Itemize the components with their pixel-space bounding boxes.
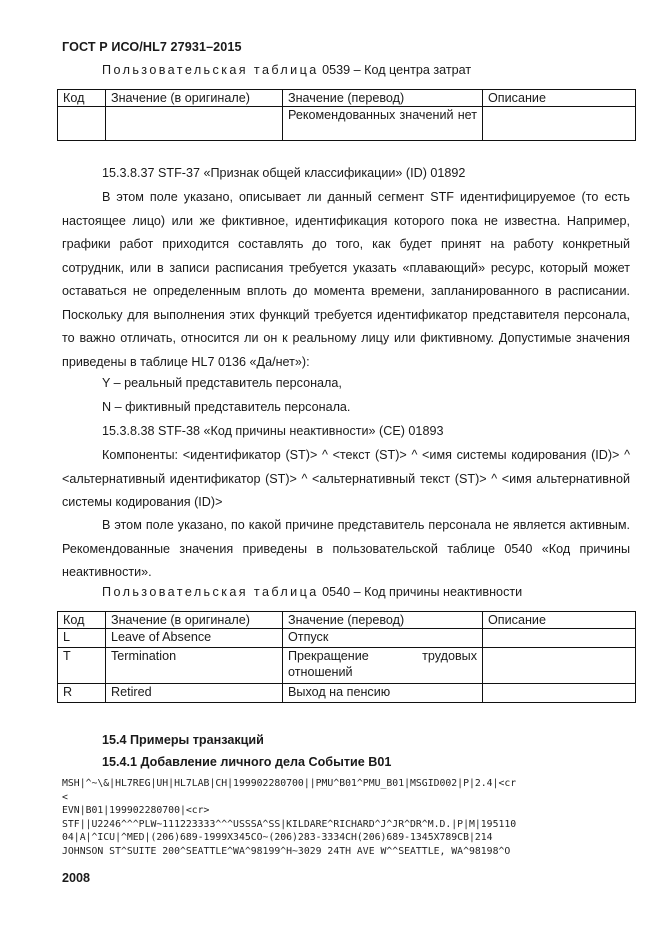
table-cell: Отпуск bbox=[283, 629, 483, 648]
table-cell bbox=[483, 107, 636, 141]
table-cell bbox=[106, 107, 283, 141]
table-row bbox=[58, 107, 636, 141]
list-item-y: Y – реальный представитель персонала, bbox=[102, 376, 342, 390]
hl7-message-code bbox=[62, 777, 516, 859]
table-header-row bbox=[58, 612, 636, 629]
table-row bbox=[58, 648, 636, 684]
paragraph-text: В этом поле указано, по какой причине представитель персонала не является активным. Рекомендованные значения приведены в пользовательской таблице 0540 «Код причины неактивности». bbox=[62, 518, 630, 579]
column-header: Код bbox=[58, 612, 106, 629]
paragraph-stf37 bbox=[62, 186, 630, 374]
code-line: 04|A|^ICU|^MED|(206)689-1999X345CO~(206)283-3334CH(206)689-1345X789CB|214 bbox=[62, 832, 493, 844]
table-cell bbox=[483, 684, 636, 703]
table-caption-rest: 0539 – Код центра затрат bbox=[322, 63, 472, 77]
subsection-heading-b01: 15.4.1 Добавление личного дела Событие B01 bbox=[102, 755, 392, 769]
page-number: 2008 bbox=[62, 871, 91, 885]
section-heading-examples: 15.4 Примеры транзакций bbox=[102, 733, 264, 747]
column-header: Значение (в оригинале) bbox=[106, 612, 283, 629]
column-header: Код bbox=[58, 90, 106, 107]
column-header: Описание bbox=[483, 612, 636, 629]
paragraph-components bbox=[62, 444, 630, 515]
table-cell: Рекомендованных значений нет bbox=[283, 107, 483, 141]
table-cell bbox=[483, 629, 636, 648]
table-0540 bbox=[57, 611, 636, 703]
table-cell: Выход на пенсию bbox=[283, 684, 483, 703]
code-line: STF||U2246^^^PLW~111223333^^^USSSA^SS|KILDARE^RICHARD^J^JR^DR^M.D.|P|M|195110 bbox=[62, 818, 517, 830]
column-header: Значение (перевод) bbox=[283, 612, 483, 629]
table-cell: Прекращение трудовых отношений bbox=[283, 648, 483, 684]
document-header: ГОСТ Р ИСО/HL7 27931–2015 bbox=[62, 40, 242, 54]
table-cell bbox=[483, 648, 636, 684]
table-cell: L bbox=[58, 629, 106, 648]
code-line: MSH|^~\&|HL7REG|UH|HL7LAB|CH|199902280700||PMU^B01^PMU_B01|MSGID002|P|2.4|<cr bbox=[62, 778, 517, 789]
table-caption-rest: 0540 – Код причины неактивности bbox=[322, 585, 523, 599]
paragraph-stf38 bbox=[62, 514, 630, 585]
table-cell: T bbox=[58, 648, 106, 684]
table-row bbox=[58, 629, 636, 648]
column-header: Значение (в оригинале) bbox=[106, 90, 283, 107]
table-caption-0539 bbox=[102, 63, 471, 77]
paragraph-text: Компоненты: <идентификатор (ST)> ^ <текст (ST)> ^ <имя системы кодирования (ID)> ^ <альтернативный идентификатор (ST)> ^ <альтернативный текст (ST)> ^ <имя альтернативной системы кодирования (ID)> bbox=[62, 448, 630, 509]
code-line: JOHNSON ST^SUITE 200^SEATTLE^WA^98199^H~3029 24TH AVE W^^SEATTLE, WA^98198^O bbox=[62, 845, 511, 857]
column-header: Описание bbox=[483, 90, 636, 107]
table-cell: R bbox=[58, 684, 106, 703]
table-cell: Leave of Absence bbox=[106, 629, 283, 648]
section-heading-stf38: 15.3.8.38 STF-38 «Код причины неактивности» (CE) 01893 bbox=[102, 424, 444, 438]
table-caption-0540 bbox=[102, 585, 522, 599]
table-row bbox=[58, 684, 636, 703]
paragraph-text: В этом поле указано, описывает ли данный сегмент STF идентифицируемое (то есть настоящее лицо) или же фиктивное, идентификация которого пока не известна. Например, графики работ приходится составлять до того, как будет принят на работу конкретный сотрудник, или в записи расписания требуется указать «плавающий» ресурс, который может оставаться не определенным вплоть до момента времени, запланированного в расписании. Поскольку для выполнения этих функций требуется идентификатор представителя персонала, то важно отличать, относится ли он к реальному лицу или фиктивному. Допустимые значения приведены в таблице HL7 0136 «Да/нет»): bbox=[62, 190, 630, 369]
table-header-row bbox=[58, 90, 636, 107]
section-heading-stf37: 15.3.8.37 STF-37 «Признак общей классификации» (ID) 01892 bbox=[102, 166, 466, 180]
code-line: EVN|B01|199902280700|<cr> bbox=[62, 805, 210, 817]
code-line: < bbox=[62, 791, 68, 803]
table-cell: Termination bbox=[106, 648, 283, 684]
table-caption-word: Пользовательская таблица bbox=[102, 63, 319, 77]
list-item-n: N – фиктивный представитель персонала. bbox=[102, 400, 351, 414]
table-0539 bbox=[57, 89, 636, 141]
table-caption-word: Пользовательская таблица bbox=[102, 585, 319, 599]
column-header: Значение (перевод) bbox=[283, 90, 483, 107]
table-cell: Retired bbox=[106, 684, 283, 703]
table-cell bbox=[58, 107, 106, 141]
